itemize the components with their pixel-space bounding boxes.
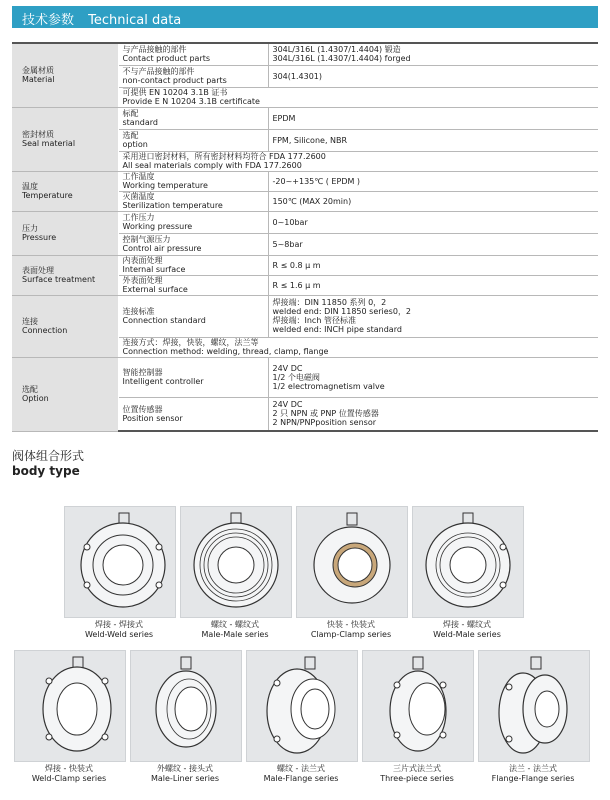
caption-weld-clamp: 焊接 - 快装式 Weld-Clamp series — [31, 764, 107, 783]
sub-contact-parts: 与产品接触的部件 Contact product parts — [118, 43, 268, 65]
title-chinese: 技术参数 — [22, 13, 75, 28]
value-connection-standard: 焊接端：DIN 11850 系列 0，2 welded end: DIN 11850 series0，2 焊接端：Inch 管径标准 welded end: INCH pipe standard — [268, 295, 598, 337]
value-seal-option: FPM, Silicone, NBR — [268, 129, 598, 151]
card-weld-clamp — [14, 650, 126, 762]
card-weld-male — [412, 506, 524, 618]
category-surface-treatment: 表面处理 Surface treatment — [12, 255, 118, 295]
body-type-heading: 阀体组合形式 body type — [12, 449, 85, 478]
value-control-air-pressure: 5~8bar — [268, 233, 598, 255]
weld-male-valve-icon — [413, 507, 523, 617]
category-material: 金属材质 Material — [12, 43, 118, 107]
value-position-sensor: 24V DC 2 只 NPN 或 PNP 位置传感器 2 NPN/PNPposition sensor — [268, 397, 598, 431]
category-seal-material: 密封材质 Seal material — [12, 107, 118, 171]
card-male-liner — [130, 650, 242, 762]
category-option: 选配 Option — [12, 357, 118, 431]
sub-non-contact-parts: 不与产品接触的部件 non-contact product parts — [118, 65, 268, 87]
card-flange-flange — [478, 650, 590, 762]
caption-weld-male: 焊接 - 螺纹式 Weld-Male series — [433, 620, 501, 639]
value-non-contact-parts: 304(1.4301) — [268, 65, 598, 87]
sub-control-air-pressure: 控制气源压力 Control air pressure — [118, 233, 268, 255]
card-male-flange — [246, 650, 358, 762]
value-external-surface: R ≤ 1.6 μ m — [268, 275, 598, 295]
page-title — [22, 9, 191, 28]
caption-clamp-clamp: 快装 - 快装式 Clamp-Clamp series — [310, 620, 392, 639]
caption-male-male: 螺纹 - 螺纹式 Male-Male series — [201, 620, 269, 639]
card-clamp-clamp — [296, 506, 408, 618]
card-three-piece — [362, 650, 474, 762]
sub-working-pressure: 工作压力 Working pressure — [118, 211, 268, 233]
value-intelligent-controller: 24V DC 1/2 个电磁阀 1/2 electromagnetism valve — [268, 357, 598, 397]
value-internal-surface: R ≤ 0.8 μ m — [268, 255, 598, 275]
caption-male-liner: 外螺纹 - 接头式 Male-Liner series — [150, 764, 220, 783]
value-sterilization-temperature: 150℃ (MAX 20min) — [268, 191, 598, 211]
sub-working-temperature: 工作温度 Working temperature — [118, 171, 268, 191]
sub-seal-option: 选配 option — [118, 129, 268, 151]
value-working-temperature: -20~+135℃ ( EPDM ) — [268, 171, 598, 191]
sub-seal-standard: 标配 standard — [118, 107, 268, 129]
male-flange-valve-icon — [247, 651, 357, 761]
seal-fda-note: 采用进口密封材料，所有密封材料均符合 FDA 177.2600 All seal materials comply with FDA 177.2600 — [118, 151, 598, 171]
weld-clamp-valve-icon — [15, 651, 125, 761]
card-weld-weld — [64, 506, 176, 618]
flange-flange-valve-icon — [479, 651, 589, 761]
sub-internal-surface: 内表面处理 Internal surface — [118, 255, 268, 275]
value-working-pressure: 0~10bar — [268, 211, 598, 233]
caption-three-piece: 三片式法兰式 Three-piece series — [380, 764, 454, 783]
category-connection: 连接 Connection — [12, 295, 118, 357]
sub-external-surface: 外表面处理 External surface — [118, 275, 268, 295]
clamp-clamp-valve-icon — [297, 507, 407, 617]
connection-method-note: 连接方式：焊接，快装，螺纹，法兰等 Connection method: welding, thread, clamp, flange — [118, 337, 598, 357]
technical-data-table — [12, 42, 598, 432]
sub-intelligent-controller: 智能控制器 Intelligent controller — [118, 357, 268, 397]
male-liner-valve-icon — [131, 651, 241, 761]
value-contact-parts: 304L/316L (1.4307/1.4404) 锻造 304L/316L (1.4307/1.4404) forged — [268, 43, 598, 65]
sub-connection-standard: 连接标准 Connection standard — [118, 295, 268, 337]
three-piece-valve-icon — [363, 651, 473, 761]
weld-weld-valve-icon — [65, 507, 175, 617]
material-certificate-note: 可提供 EN 10204 3.1B 证书 Provide E N 10204 3.1B certificate — [118, 87, 598, 107]
caption-male-flange: 螺纹 - 法兰式 Male-Flange series — [263, 764, 339, 783]
header-banner — [12, 6, 598, 28]
male-male-valve-icon — [181, 507, 291, 617]
caption-flange-flange: 法兰 - 法兰式 Flange-Flange series — [491, 764, 575, 783]
category-temperature: 温度 Temperature — [12, 171, 118, 211]
card-male-male — [180, 506, 292, 618]
value-seal-standard: EPDM — [268, 107, 598, 129]
category-pressure: 压力 Pressure — [12, 211, 118, 255]
sub-sterilization-temperature: 灭菌温度 Sterilization temperature — [118, 191, 268, 211]
title-english: Technical data — [88, 13, 182, 28]
sub-position-sensor: 位置传感器 Position sensor — [118, 397, 268, 431]
caption-weld-weld: 焊接 - 焊接式 Weld-Weld series — [84, 620, 154, 639]
